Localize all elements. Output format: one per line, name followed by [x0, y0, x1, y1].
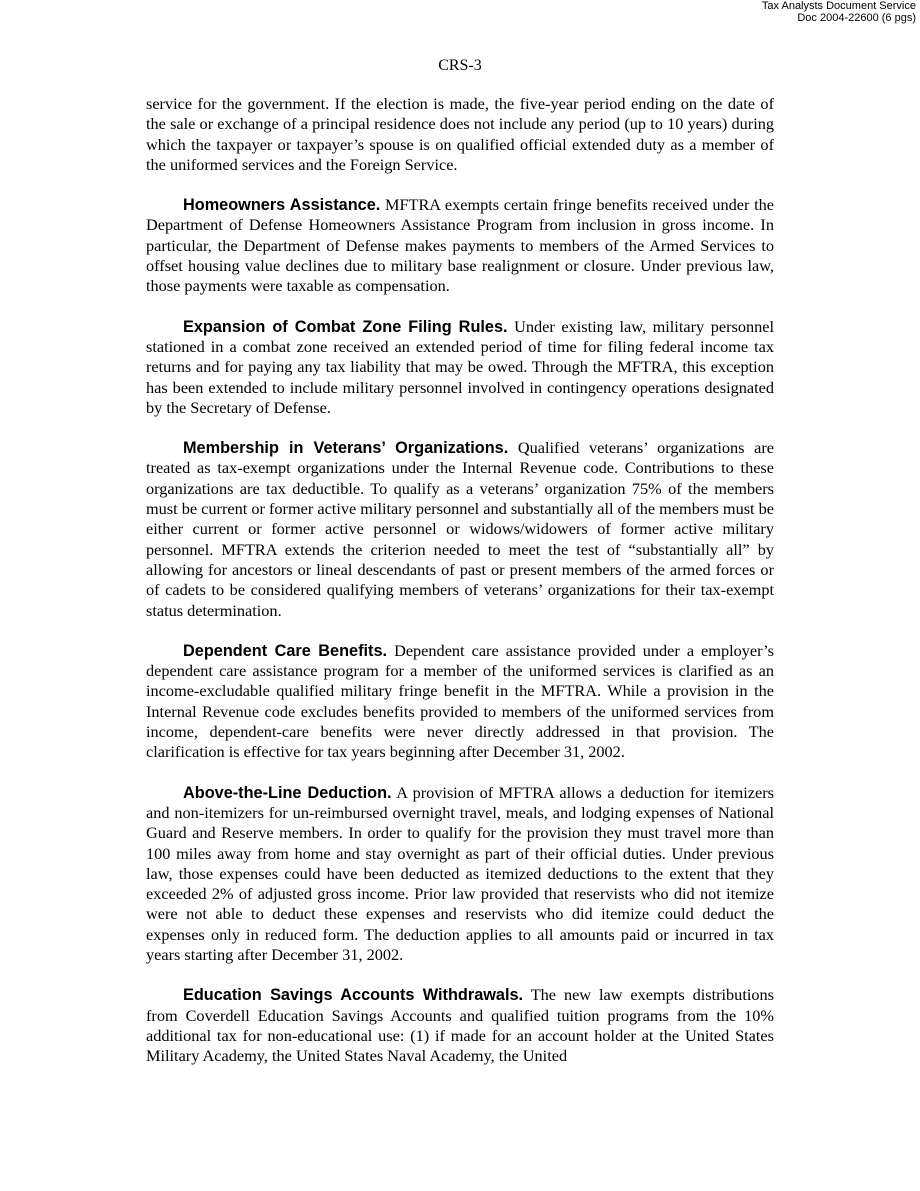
paragraph-veterans-organizations: [146, 438, 774, 621]
paragraph-text: MFTRA exempts certain fringe benefits received under the Department of Defense Homeowners Assistance Program from inclusion in gross income. In particular, the Department of Defense makes payments to members of the Armed Services to offset housing value declines due to military base realignment or closure. Under previous law, those payments were taxable as compensation.: [146, 195, 774, 296]
document-body: [146, 94, 774, 1086]
section-heading: Dependent Care Benefits.: [183, 641, 388, 660]
stamp-line-1: Tax Analysts Document Service: [761, 0, 916, 12]
paragraph-text: Under existing law, military personnel stationed in a combat zone received an extended period of time for filing federal income tax returns and for paying any tax liability that may be owed. Through the MFTRA, this exception has been extended to include military personnel involved in contingency operations designated by the Secretary of Defense.: [146, 316, 775, 417]
section-heading: Homeowners Assistance.: [183, 196, 381, 215]
paragraph-text: Qualified veterans’ organizations are treated as tax-exempt organizations under the Internal Revenue code. Contributions to these organizations are tax deductible. To qualify as a veterans’ organization 75% of the members must be current or former active military personnel and substantially all of the members must be either current or former active personnel or widows/widowers of former active military personnel. MFTRA extends the criterion needed to meet the test of “substantially all” by allowing for ancestors or lineal descendants of past or present members of the armed forces or of cadets to be considered qualifying members of veterans’ organizations for their tax-exempt status determination.: [146, 438, 775, 620]
paragraph-combat-zone-filing: [146, 317, 774, 418]
paragraph-text: A provision of MFTRA allows a deduction for itemizers and non-itemizers for un-reimbursed overnight travel, meals, and lodging expenses of National Guard and Reserve members. In order to qualify for the provision they must travel more than 100 miles away from home and stay overnight as part of their official duties. Under previous law, those expenses could have been deducted as itemized deductions to the extent that they exceeded 2% of adjusted gross income. Prior law provided that reservists who did not itemize were not able to deduct these expenses and reservists who did itemize could deduct the expenses only in reduced form. The deduction applies to all amounts paid or incurred in tax years starting after December 31, 2002.: [146, 782, 775, 964]
document-service-stamp: [762, 0, 916, 24]
section-heading: Expansion of Combat Zone Filing Rules.: [183, 317, 508, 336]
paragraph-education-savings: [146, 985, 774, 1066]
section-heading: Above-the-Line Deduction.: [183, 783, 392, 802]
paragraph-above-the-line-deduction: [146, 783, 774, 966]
paragraph-text: The new law exempts distributions from Coverdell Education Savings Accounts and qualified tuition programs from the 10% additional tax for non-educational use: (1) if made for an account holder at the United States Military Academy, the United States Naval Academy, the United: [146, 985, 774, 1066]
stamp-line-2: Doc 2004-22600 (6 pgs): [797, 12, 916, 24]
paragraph-continuation: [146, 94, 774, 175]
paragraph-dependent-care: [146, 641, 774, 763]
section-heading: Education Savings Accounts Withdrawals.: [183, 986, 524, 1005]
page-number: CRS-3: [438, 57, 482, 74]
section-heading: Membership in Veterans’ Organizations.: [183, 439, 509, 458]
paragraph-text: Dependent care assistance provided under a employer’s dependent care assistance program for a member of the uniformed services is clarified as an income-excludable qualified military fringe benefit in the MFTRA. While a provision in the Internal Revenue code excludes benefits provided to members of the uniformed services from income, dependent-care benefits were never directly addressed in that provision. The clarification is effective for tax years beginning after December 31, 2002.: [146, 640, 775, 762]
paragraph-text: service for the government. If the election is made, the five-year period ending on the date of the sale or exchange of a principal residence does not include any period (up to 10 years) during which the taxpayer or taxpayer’s spouse is on qualified official extended duty as a member of the uniformed services and the Foreign Service.: [146, 94, 774, 174]
paragraph-homeowners-assistance: [146, 195, 774, 296]
